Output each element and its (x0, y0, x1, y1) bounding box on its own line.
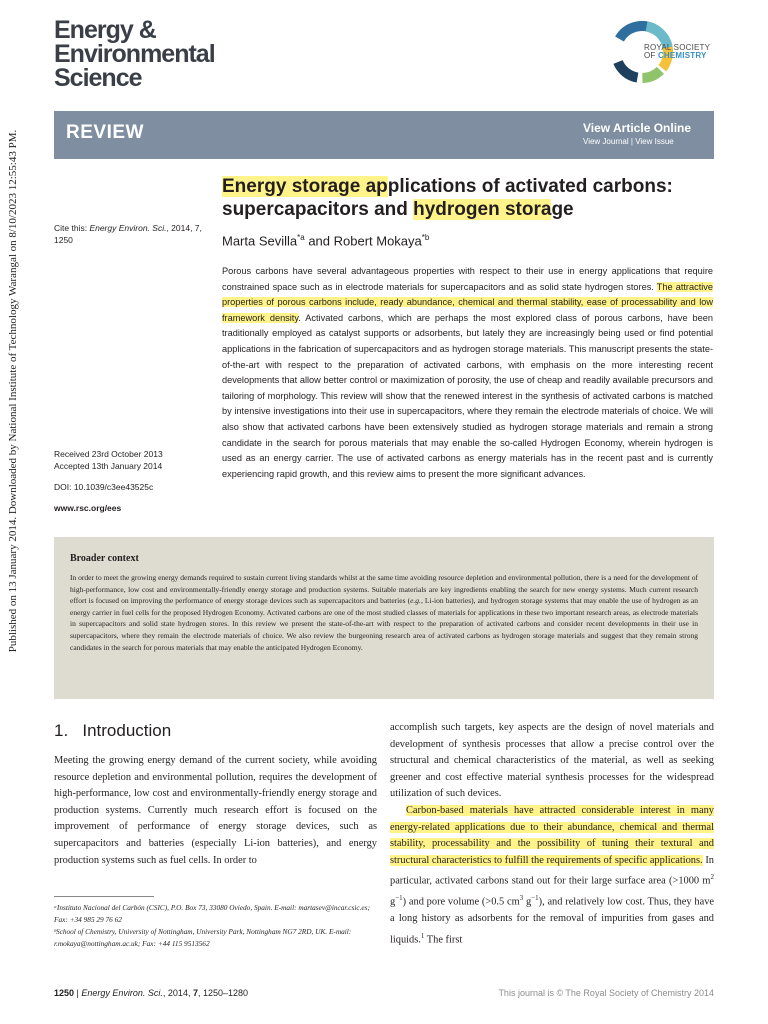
intro-highlight: Carbon-based materials have attracted considerable interest in many energy-related applications due to their abundance, chemical and thermal stability, processability and the possibility of tuning their textural and structural characteristics to fulfill the requirements of specific applications. (390, 804, 714, 866)
authors: Marta Sevilla$^{*a}$ and Robert Mokaya$^{*b}$ (222, 233, 430, 249)
article-dates (54, 448, 163, 472)
article-title: Energy storage applications of activated carbons: supercapacitors and hydrogen storage (222, 176, 673, 220)
received-date: Received 23rd October 2013 (54, 449, 163, 459)
journal-website-link[interactable]: www.rsc.org/ees (54, 503, 122, 513)
copyright-notice: This journal is © The Royal Society of Chemistry 2014 (498, 988, 714, 998)
view-issue-link[interactable]: View Issue (635, 137, 674, 146)
view-article-online-link[interactable]: View Article Online (583, 121, 692, 135)
journal-title-line1: Energy & (54, 16, 156, 44)
page-number: 1250 (54, 988, 75, 998)
page-footer-left: 1250 | Energy Environ. Sci., 2014, 7, 1250–1280 (54, 988, 249, 998)
footnote-divider (54, 896, 154, 897)
review-banner (54, 111, 714, 159)
intro-left-column: Meeting the growing energy demand of the current society, while avoiding resource depletion and environmental pollution, requires the development of high-performance, low cost and environmentally-friendly energy storage and production systems. Currently much research effort is focused on the improvement of performance of energy storage devices, such as supercapacitors and batteries (especially Li-ion batteries), and energy production systems such as fuel cells. In order to (54, 755, 377, 866)
journal-title-line2: Environmental (54, 40, 215, 68)
footnote-a: ᵃInstituto Nacional del Carbón (CSIC), P.O. Box 73, 33080 Oviedo, Spain. E-mail: martasev@incar.csic.es; Fax: +34 985 29 76 62 (54, 903, 370, 924)
broader-context-title: Broader context (70, 553, 139, 564)
view-journal-link[interactable]: View Journal (583, 137, 629, 146)
footnotes (54, 902, 377, 950)
journal-title (54, 18, 215, 90)
rsc-logo (608, 18, 718, 86)
download-note: Published on 13 January 2014. Downloaded by National Institute of Technology Warangal on 8/10/2023 12:55:43 PM. (7, 129, 19, 653)
intro-right-column: accomplish such targets, key aspects are the design of novel materials and development of synthesis processes that allow a precise control over the structural and chemical characteristics of the material, as well as seeking greener and cost effective material synthesis processes for the widespread utilization of such devices. Carbon-based materials have attracted considerable interest in many energy-related applications due to their abundance, chemical and thermal stability, processability and the possibility of tuning their textural and structural characteristics to fulfill the requirements of specific applications. In particular, activated carbons stand out for their large surface area (>1000 $m^2$ $g^{-1}$) and pore volume (>0.5 $cm^3$ $g^{-1}$), and relatively low cost. Thus, they have a long history as adsorbents for the removal of impurities from gases and liquids.$^1$ The first (390, 722, 714, 946)
view-links: View Journal | View Issue (583, 137, 674, 146)
doi[interactable]: DOI: 10.1039/c3ee43525c (54, 482, 154, 492)
abstract-highlight: The attractive properties of porous carbons include, ready abundance, chemical and thermal stability, ease of processability and low framework density (222, 281, 713, 323)
broader-context-text: In order to meet the growing energy demands required to sustain current living standards whilst at the same time avoiding resource depletion and environmental pollution, there is a need for the development of high-performance, low cost and environmentally-friendly energy storage and production systems. Suitable materials are key ingredients enabling the search for new energy systems. Much current research effort is focused on improving the performance of energy storage devices such as supercapacitors and batteries (e.g., Li-ion batteries), and hydrogen storage systems that may enable the use of hydrogen as an energy carrier in fuel cells for the proposed Hydrogen Economy. Activated carbons are one of the most studied classes of materials for applications in these two important research areas, as electrode materials in supercapacitors and solid state hydrogen stores. In this review we present the state-of-the-art with respect to the preparation of activated carbons and consider recent developments in their use in supercapacitors, where they remain the electrode materials of choice. We also review the burgeoning research area of activated carbons as hydrogen storage materials and suggest that they remain strong candidates in the search for porous materials that may enable the anticipated Hydrogen Economy. (70, 573, 698, 652)
citation: Cite this: Energy Environ. Sci., 2014, 7, 1250 (54, 223, 202, 245)
rsc-wordmark: ROYAL SOCIETY OF CHEMISTRY (644, 43, 711, 60)
abstract: Porous carbons have several advantageous properties with respect to their use in energy applications that require constrained space such as in electrode materials for supercapacitors and as solid state hydrogen stores. The attractive properties of porous carbons include, ready abundance, chemical and thermal stability, ease of processability and low framework density. Activated carbons, which are perhaps the most explored class of porous carbons, have been traditionally employed as catalyst supports or adsorbents, but lately they are increasingly being used or find potential applications in the fabrication of supercapacitors and as hydrogen storage materials. This manuscript presents the state-of-the-art with respect to the preparation of activated carbons, with emphasis on the more interesting recent developments that allow better control or maximization of porosity, the use of cheap and readily available precursors and tailoring of morphology. This review will show that the renewed interest in the synthesis of activated carbons is matched by intensive investigations into their use in supercapacitors, where they remain the electrode materials of choice. We will also show that activated carbons have been extensively studied as hydrogen storage materials and remain a strong candidate in the search for porous materials that may enable the so-called Hydrogen Economy, wherein hydrogen is used as an energy carrier. The use of activated carbons as energy materials has in the recent past and is currently experiencing rapid growth, and this review aims to present the more significant advances. (222, 266, 713, 479)
section-heading-introduction: 1. Introduction (54, 721, 172, 740)
accepted-date: Accepted 13th January 2014 (54, 461, 163, 471)
footnote-b: ᵇSchool of Chemistry, University of Nottingham, University Park, Nottingham NG7 2RD, UK. E-mail: r.mokaya@nottingham.ac.uk; Fax: +44 115 9513562 (54, 927, 352, 948)
journal-title-line3: Science (54, 64, 142, 92)
article-type-label: REVIEW (66, 122, 144, 143)
